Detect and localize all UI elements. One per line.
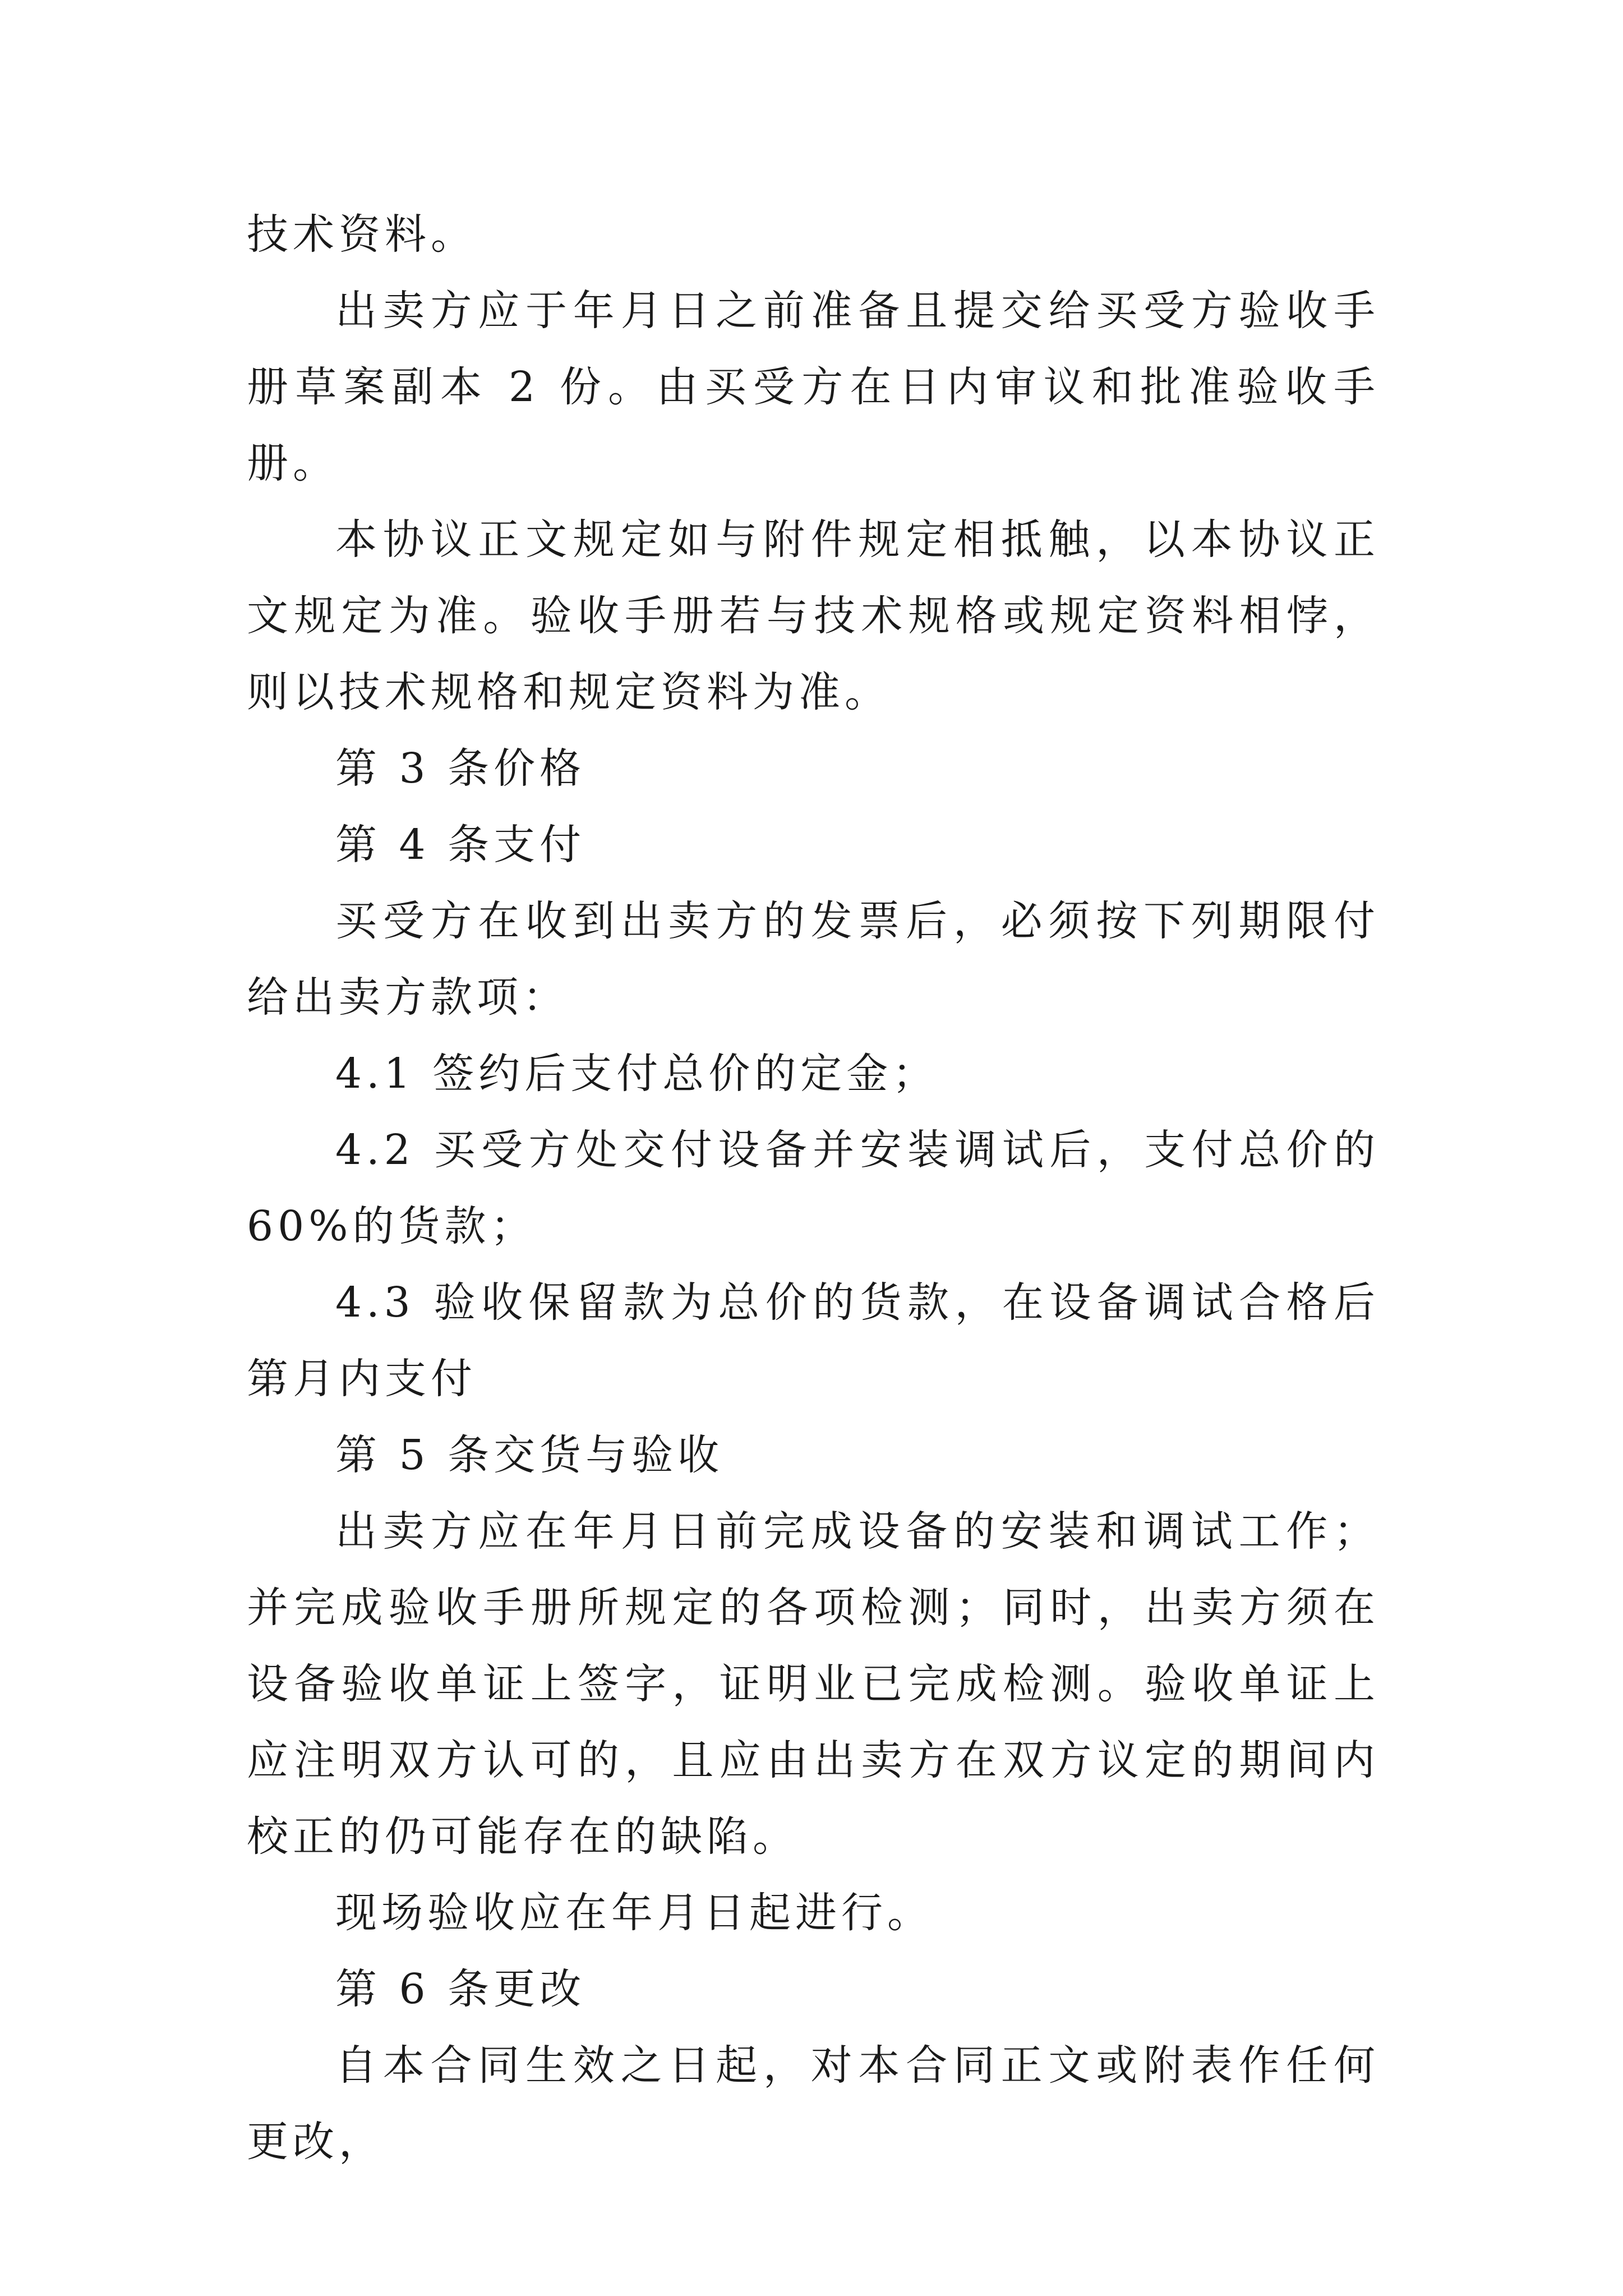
heading-article-5-delivery: 第 5 条交货与验收 (335, 1431, 724, 1479)
heading-article-6-amendment: 第 6 条更改 (335, 1965, 586, 2013)
clause-4-3: 4.3 验收保留款为总价的货款，在设备调试合格后第月内支付 (247, 1278, 1380, 1403)
paragraph-site-acceptance: 现场验收应在年月日起进行。 (335, 1889, 933, 1937)
paragraph-payment-terms: 买受方在收到出卖方的发票后，必须按下列期限付给出卖方款项： (247, 897, 1380, 1022)
heading-article-4-payment: 第 4 条支付 (335, 821, 586, 869)
document-body (247, 196, 1380, 2180)
paragraph-tech-docs-end: 技术资料。 (247, 210, 477, 259)
paragraph-acceptance-manual-draft: 出卖方应于年月日之前准备且提交给买受方验收手册草案副本 2 份。由买受方在日内审议和批准验收手册。 (247, 287, 1380, 487)
paragraph-amendment-start: 自本合同生效之日起，对本合同正文或附表作任何更改， (247, 2041, 1380, 2166)
paragraph-installation-inspection: 出卖方应在年月日前完成设备的安装和调试工作；并完成验收手册所规定的各项检测；同时，出卖方须在设备验收单证上签字，证明业已完成检测。验收单证上应注明双方认可的，且应由出卖方在双方议定的期间内校正的仍可能存在的缺陷。 (247, 1507, 1380, 1861)
clause-4-1: 4.1 签约后支付总价的定金； (335, 1050, 939, 1098)
clause-4-2: 4.2 买受方处交付设备并安装调试后，支付总价的 60%的货款； (247, 1126, 1380, 1250)
heading-article-3-price: 第 3 条价格 (335, 744, 586, 793)
paragraph-precedence: 本协议正文规定如与附件规定相抵触，以本协议正文规定为准。验收手册若与技术规格或规定资料相悖，则以技术规格和规定资料为准。 (247, 516, 1380, 716)
